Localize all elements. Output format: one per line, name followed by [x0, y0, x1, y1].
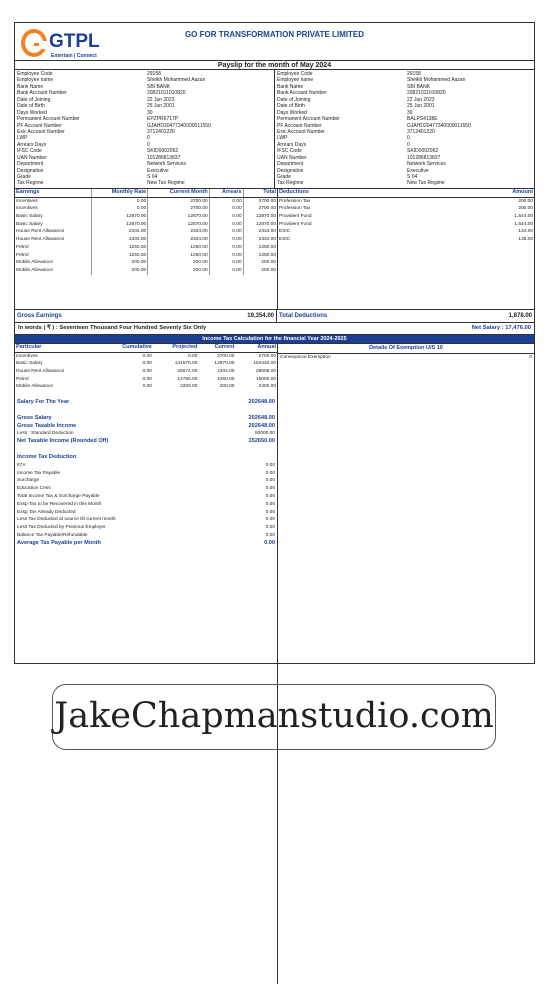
- info-label: LWP: [17, 135, 28, 142]
- tax-cell: 154440.00: [253, 361, 276, 367]
- info-value: SBI BANK: [407, 83, 431, 90]
- info-value: 20821011010820: [147, 90, 186, 97]
- deductions-cell: Profession Tax: [279, 206, 311, 212]
- info-label: Grade: [17, 174, 31, 180]
- info-label: Arrears Days: [17, 141, 47, 148]
- info-label: Designation: [17, 167, 44, 174]
- exemption-title: Details Of Exemption U/S 10: [278, 344, 534, 354]
- tax-deduction-row: [15, 509, 277, 517]
- earnings-cell: 1250.00: [243, 244, 277, 252]
- tax-cell: Incentives: [16, 353, 38, 359]
- earnings-cell: 2700.00: [243, 205, 277, 213]
- info-label: Bank Account Number: [277, 90, 327, 97]
- earnings-cell: 200.00: [243, 267, 277, 275]
- logo-tagline: Entertain | Connect: [51, 53, 97, 59]
- earnings-row: [15, 228, 277, 236]
- earnings-cell: Basic Salary: [16, 213, 43, 219]
- info-value: 29158: [407, 71, 421, 77]
- earnings-cell: 0.00: [209, 221, 243, 229]
- info-value: 30: [407, 109, 413, 116]
- earnings-cell: 0.00: [209, 205, 243, 213]
- tax-deduction-row: [15, 477, 277, 485]
- exemption-row: [278, 354, 534, 362]
- info-value: Sheikh Mohammed Aazan: [407, 77, 466, 84]
- info-label: Grade: [277, 174, 291, 180]
- info-label: IFSC Code: [277, 148, 302, 155]
- tax-cell: 0.00: [142, 384, 152, 390]
- tax-deduction-label: Education Cess: [17, 486, 51, 492]
- tax-row: [15, 352, 277, 360]
- tax-cell: 2400.00: [258, 384, 276, 390]
- info-value: 29158: [147, 71, 161, 77]
- earnings-cell: 2334.00: [243, 228, 277, 236]
- tax-summary-row: [15, 415, 277, 423]
- tax-cell: 0.00: [188, 353, 198, 359]
- tax-summary-label: Gross Salary: [17, 414, 52, 421]
- tax-cell: 1250.00: [217, 376, 235, 382]
- amount-in-words: In words ( ₹ ) : Seventeen Thousand Four Hundred Seventy Six Only: [18, 324, 207, 331]
- earnings-cell: 0.00: [209, 213, 243, 221]
- tax-deduction-row: [15, 485, 277, 493]
- deductions-cell: Provident Fund: [279, 213, 312, 219]
- tax-deduction-label: Less Tax Deducted at source till current month: [17, 517, 116, 523]
- tax-deduction-row: [15, 532, 277, 540]
- earnings-cell: 200.00: [91, 259, 147, 267]
- earnings-cell: 0.00: [209, 244, 243, 252]
- tax-deduction-row: [15, 470, 277, 478]
- earnings-row: [15, 205, 277, 213]
- average-tax-row: Average Tax Payable per Month 0.00: [17, 539, 275, 546]
- earnings-cell: 2700.00: [243, 197, 277, 205]
- payslip-document: [14, 22, 535, 664]
- employee-info: [15, 70, 534, 189]
- deductions-row: [278, 197, 534, 205]
- earnings-cell: 12870.00: [91, 213, 147, 221]
- deductions-cell: ESIC: [279, 229, 291, 235]
- employee-info-right: [274, 70, 534, 188]
- deductions-cell: Provident Fund: [279, 221, 312, 227]
- tax-cell: 28008.00: [255, 368, 276, 374]
- info-label: UAN Number: [277, 154, 307, 161]
- info-label: Days Worked: [277, 109, 307, 116]
- earnings-row: [15, 221, 277, 229]
- watermark: JakeChapmanstudio.com: [52, 684, 496, 750]
- total-deductions-label: Total Deductions: [279, 312, 328, 319]
- earnings-header: Monthly Rate: [91, 189, 147, 197]
- info-value: 3712401220: [407, 128, 435, 135]
- tax-deduction-row: [15, 462, 277, 470]
- info-value: Executive: [147, 167, 169, 174]
- earnings-cell: House Rent Allowance: [16, 229, 65, 235]
- info-label: PF Account Number: [277, 122, 322, 129]
- info-label: Bank Account Number: [17, 90, 67, 97]
- earnings-cell: 200.00: [148, 259, 209, 267]
- info-value: 0: [407, 135, 410, 142]
- info-label: Designation: [277, 167, 304, 174]
- deductions-row: [278, 228, 534, 236]
- info-value: GJAHD20477340000011550: [407, 122, 471, 129]
- earnings-cell: 1250.00: [243, 252, 277, 260]
- info-value: SBI BANK: [147, 83, 171, 90]
- tax-cell: 2700.00: [217, 353, 235, 359]
- deductions-row: [278, 221, 534, 229]
- deductions-cell: ESIC: [279, 237, 291, 243]
- tax-summary-value: 202648.00: [248, 422, 275, 429]
- info-value: SKID0002062: [147, 148, 179, 155]
- info-label: Department: [277, 161, 304, 168]
- earnings-cell: 200.00: [243, 259, 277, 267]
- earnings-cell: 0.00: [209, 267, 243, 275]
- earnings-cell: House Rent Allowance: [16, 237, 65, 243]
- tax-cell: House Rent Allowance: [16, 368, 65, 374]
- tax-header: Projected: [153, 344, 199, 352]
- info-value: Executive: [407, 167, 429, 174]
- earnings-cell: 2334.00: [91, 228, 147, 236]
- tax-summary-row: [15, 430, 277, 438]
- info-label: Department: [17, 161, 44, 168]
- tax-cell: 141570.00: [174, 361, 198, 367]
- info-label: Arrears Days: [277, 141, 307, 148]
- deductions-header: Amount: [432, 189, 534, 197]
- tax-deduction-row: [15, 524, 277, 532]
- tax-particulars-table: [15, 344, 277, 391]
- info-label: Date of Birth: [17, 103, 45, 110]
- tax-row: [15, 368, 277, 376]
- info-value: S 04: [407, 174, 418, 180]
- earnings-row: [15, 197, 277, 205]
- deductions-cell: 1,544.00: [514, 221, 533, 227]
- deductions-cell: Profession Tax: [279, 198, 311, 204]
- tax-header: Current: [198, 344, 235, 352]
- tax-header: Annual: [235, 344, 277, 352]
- earnings-row: [15, 236, 277, 244]
- tax-calculation-title: Income Tax Calculation for the financial Year 2024-2025: [15, 335, 534, 344]
- earnings-cell: 12870.00: [243, 213, 277, 221]
- info-label: Employee name: [277, 77, 314, 84]
- info-value: 30: [147, 109, 153, 116]
- deductions-row: [278, 236, 534, 244]
- info-value: Network Services: [407, 161, 446, 168]
- info-label: Esic Account Number: [277, 128, 325, 135]
- tax-deduction-label: Balance Tax Payable/Refundable: [17, 533, 88, 539]
- info-value: S 04: [147, 174, 158, 180]
- info-label: Employee name: [17, 77, 54, 84]
- deductions-row: [278, 213, 534, 221]
- info-label: LWP: [277, 135, 288, 142]
- earnings-cell: 0.00: [209, 236, 243, 244]
- exemption-label: Conveyance Exemption: [280, 354, 331, 360]
- deductions-cell: 135.00: [518, 237, 533, 243]
- company-name: GO FOR TRANSFORMATION PRIVATE LIMITED: [184, 30, 365, 39]
- gross-earnings-label: Gross Earnings: [17, 312, 62, 319]
- info-value: SKID0002062: [407, 148, 439, 155]
- tax-cell: Basic Salary: [16, 361, 43, 367]
- income-tax-deduction-title: Income Tax Deduction: [17, 454, 77, 461]
- net-salary-row: [15, 323, 534, 335]
- totals-row: [15, 310, 534, 323]
- tax-header: Particular: [15, 344, 100, 352]
- info-value: 0: [147, 135, 150, 142]
- info-value: 101286813837: [407, 154, 441, 161]
- tax-cell: 13750.00: [177, 376, 198, 382]
- tax-cell: 2334.00: [217, 368, 235, 374]
- tax-deduction-row: [15, 493, 277, 501]
- earnings-table: [15, 189, 277, 275]
- tax-deduction-value: 0.00: [265, 509, 275, 515]
- info-row: [17, 180, 272, 186]
- net-salary: Net Salary : 17,476.00: [471, 324, 531, 331]
- earnings-header: Total: [243, 189, 277, 197]
- info-value: Network Services: [147, 161, 186, 168]
- earnings-cell: 1250.00: [148, 252, 209, 260]
- earnings-cell: 200.00: [148, 267, 209, 275]
- earnings-cell: Mobile Allowance: [16, 267, 54, 273]
- tax-cell: Mobile Allowance: [16, 384, 54, 390]
- earnings-header: Earnings: [15, 189, 91, 197]
- tax-summary-value: 50000.00: [254, 431, 275, 437]
- tax-deduction-value: 0.00: [265, 517, 275, 523]
- earnings-cell: 2334.00: [243, 236, 277, 244]
- earnings-cell: Petrol: [16, 244, 29, 250]
- tax-calculation: [15, 344, 534, 984]
- info-label: Date of Joining: [17, 96, 51, 103]
- exemption-value: 0: [529, 354, 532, 360]
- info-label: Tax Regime: [17, 180, 44, 187]
- tax-deduction-value: 0.00: [265, 501, 275, 507]
- info-label: UAN Number: [17, 154, 47, 161]
- info-label: Date of Birth: [277, 103, 305, 110]
- tax-summary-label: Less : Standard Deduction: [17, 431, 74, 437]
- tax-deduction-label: Exsp Tax to be Recovered in this Month: [17, 501, 102, 507]
- tax-cell: 0.00: [142, 353, 152, 359]
- earnings-cell: Incentives: [16, 198, 38, 204]
- salary-for-year-row: Salary For The Year 202648.00: [17, 399, 275, 406]
- earnings-cell: Incentives: [16, 206, 38, 212]
- tax-cell: 2200.00: [180, 384, 198, 390]
- earnings-cell: 12870.00: [243, 221, 277, 229]
- tax-cell: 25674.00: [177, 368, 198, 374]
- tax-deduction-label: Less Tax Deducted by Previous Employer: [17, 525, 106, 531]
- info-value: Sheikh Mohammed Aazan: [147, 77, 206, 84]
- tax-cell: 0.00: [142, 368, 152, 374]
- tax-deduction-value: 0.00: [265, 533, 275, 539]
- info-value: 22 Jun 2023: [147, 96, 175, 103]
- employee-info-left: [15, 70, 274, 188]
- tax-cell: 15000.00: [255, 376, 276, 382]
- earnings-header: Arrears: [209, 189, 243, 197]
- earnings-cell: 2700.00: [148, 197, 209, 205]
- tax-deduction-value: 0.00: [265, 486, 275, 492]
- tax-summary-row: [15, 438, 277, 446]
- tax-summary-label: Gross Taxable Income: [17, 422, 77, 429]
- deductions-cell: 134.00: [518, 229, 533, 235]
- deductions-header: Deductions: [278, 189, 432, 197]
- tax-row: [15, 383, 277, 391]
- tax-deduction-value: 0.00: [265, 462, 275, 468]
- earnings-row: [15, 252, 277, 260]
- tax-cell: 0.00: [142, 376, 152, 382]
- deductions-row: [278, 205, 534, 213]
- info-value: 3712401220: [147, 128, 175, 135]
- gross-earnings-value: 19,354.00: [247, 312, 274, 319]
- earnings-deductions: [15, 189, 534, 310]
- tax-deduction-value: 0.00: [265, 525, 275, 531]
- tax-deduction-value: 0.00: [265, 478, 275, 484]
- tax-deduction-row: [15, 501, 277, 509]
- earnings-cell: 0.00: [209, 228, 243, 236]
- info-value: 0: [407, 141, 410, 148]
- info-value: 101286813837: [147, 154, 181, 161]
- tax-row: [15, 360, 277, 368]
- info-label: PF Account Number: [17, 122, 62, 129]
- tax-deduction-label: Surcharge: [17, 478, 40, 484]
- earnings-row: [15, 267, 277, 275]
- earnings-row: [15, 244, 277, 252]
- earnings-cell: Petrol: [16, 252, 29, 258]
- earnings-cell: 2334.00: [91, 236, 147, 244]
- info-label: Permanent Account Number: [277, 116, 340, 123]
- earnings-cell: 0.00: [91, 205, 147, 213]
- payslip-title: Payslip for the month of May 2024: [15, 60, 534, 70]
- earnings-cell: 0.00: [91, 197, 147, 205]
- earnings-cell: 12870.00: [148, 213, 209, 221]
- info-value: 25 Jun 2001: [147, 103, 175, 110]
- earnings-cell: 0.00: [209, 197, 243, 205]
- info-label: Employee Code: [17, 71, 53, 77]
- info-value: 22 Jun 2023: [407, 96, 435, 103]
- earnings-cell: 0.00: [209, 252, 243, 260]
- tax-deduction-label: Total Income Tax & Surcharge Payable: [17, 494, 100, 500]
- info-label: Bank Name: [17, 83, 44, 90]
- tax-cell: 12870.00: [214, 361, 235, 367]
- earnings-cell: 0.00: [209, 259, 243, 267]
- tax-deduction-label: Income Tax Payable: [17, 470, 61, 476]
- info-value: GJAHD20477340000011550: [147, 122, 211, 129]
- info-label: Permanent Account Number: [17, 116, 80, 123]
- tax-deduction-label: Exsp Tax Already Deducted: [17, 509, 76, 515]
- info-row: [277, 180, 532, 186]
- tax-cell: Petrol: [16, 376, 29, 382]
- tax-cell: 2700.00: [258, 353, 276, 359]
- tax-deduction-row: [15, 516, 277, 524]
- deductions-cell: 200.00: [518, 198, 533, 204]
- info-label: Employee Code: [277, 71, 313, 77]
- earnings-row: [15, 259, 277, 267]
- logo-text: GTPL: [49, 31, 100, 52]
- deductions-table: [278, 189, 534, 244]
- earnings-cell: 200.00: [91, 267, 147, 275]
- info-label: Date of Joining: [277, 96, 311, 103]
- tax-header: Cumulative: [100, 344, 153, 352]
- deductions-cell: 200.00: [518, 206, 533, 212]
- tax-summary-row: [15, 423, 277, 431]
- tax-summary-label: Net Taxable Income (Rounded Off): [17, 438, 109, 445]
- info-value: New Tax Regime: [147, 180, 185, 187]
- info-value: EPZPR6717P: [147, 116, 179, 123]
- tax-cell: 200.00: [219, 384, 235, 390]
- info-value: 0: [147, 141, 150, 148]
- earnings-cell: 2700.00: [148, 205, 209, 213]
- earnings-cell: 1250.00: [91, 244, 147, 252]
- info-value: New Tax Regime: [407, 180, 445, 187]
- info-label: Esic Account Number: [17, 128, 65, 135]
- deductions-cell: 1,544.00: [514, 213, 533, 219]
- tax-deduction-value: 0.00: [265, 494, 275, 500]
- info-label: Days Worked: [17, 109, 47, 116]
- earnings-cell: 12870.00: [148, 221, 209, 229]
- earnings-cell: 1250.00: [91, 252, 147, 260]
- tax-row: [15, 376, 277, 384]
- earnings-cell: 2334.00: [148, 236, 209, 244]
- tax-summary-value: 202648.00: [248, 414, 275, 421]
- earnings-cell: 12870.00: [91, 221, 147, 229]
- earnings-header: Current Month: [148, 189, 209, 197]
- total-deductions-value: 1,878.00: [508, 312, 532, 319]
- earnings-cell: Mobile Allowance: [16, 260, 54, 266]
- tax-summary-value: 152650.00: [248, 438, 275, 445]
- tax-deduction-value: 0.00: [265, 470, 275, 476]
- earnings-cell: 2334.00: [148, 228, 209, 236]
- info-value: BALPS4138E: [407, 116, 438, 123]
- tax-cell: 0.00: [142, 361, 152, 367]
- earnings-cell: 1250.00: [148, 244, 209, 252]
- info-label: IFSC Code: [17, 148, 42, 155]
- tax-deduction-label: 87A: [17, 462, 26, 468]
- payslip-header: [15, 23, 534, 70]
- earnings-row: [15, 213, 277, 221]
- info-value: 25 Jun 2001: [407, 103, 435, 110]
- earnings-cell: Basic Salary: [16, 221, 43, 227]
- info-label: Bank Name: [277, 83, 304, 90]
- info-label: Tax Regime: [277, 180, 304, 187]
- info-value: 20821011010820: [407, 90, 446, 97]
